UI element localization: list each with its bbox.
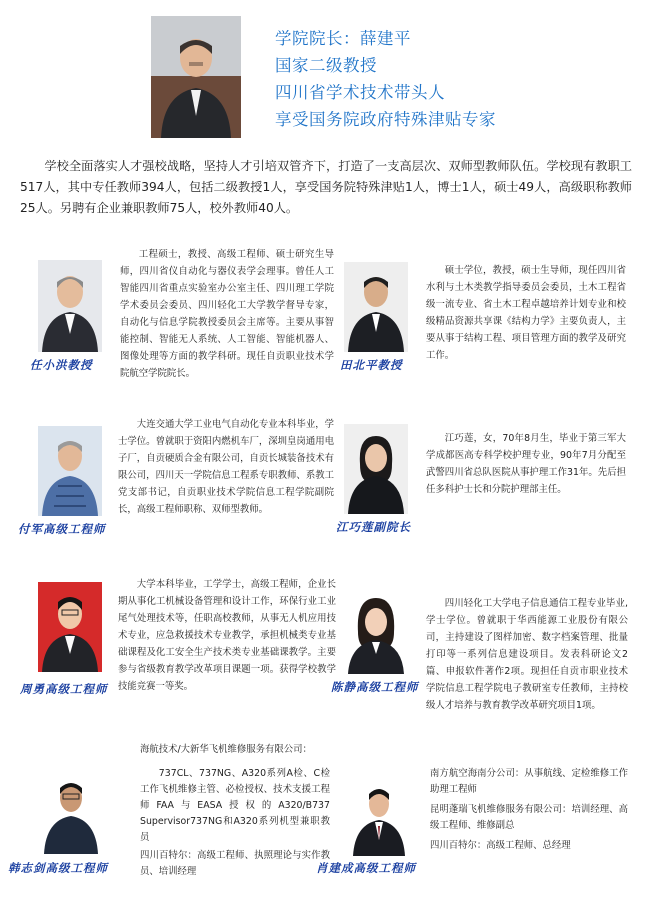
intro-paragraph: 学校全面落实人才强校战略，坚持人才引培双管齐下，打造了一支高层次、双师型教师队伍。学校现有教职工517人，其中专任教师394人，包括二级教授1人，享受国务院特殊津贴1人，博士1人，硕士49人，高级职称教师25人。另聘有企业兼职教师75人，校外教师40人。 bbox=[20, 159, 632, 215]
teacher-caption: 韩志剑高级工程师 bbox=[8, 861, 108, 875]
teacher-caption: 周勇高级工程师 bbox=[20, 682, 108, 696]
teacher-bio bbox=[118, 576, 336, 695]
teacher-bio bbox=[118, 416, 334, 518]
portrait-image bbox=[38, 260, 102, 352]
teacher-photo-fu bbox=[38, 426, 102, 516]
bio-paragraph: 工程硕士，教授、高级工程师、硕士研究生导师，四川省仪自动化与器仪表学会理事。曾任人工智能四川省重点实验室办公室主任、四川理工学院学术委员会委员、四川轻化工大学教学督导专家，自动化与信息学院教授委员会主席等。主要从事智能控制、智能无人系统、人工智能、智能机器人、图像处理等方面的教学科研。现任自贡职业技术学院航空学院院长。 bbox=[120, 249, 334, 379]
bio-paragraph: 大学本科毕业，工学学士，高级工程师，企业长期从事化工机械设备管理和设计工作，环保行业工业尾气处理技术等，任职高校教师，从事无人机应用技术专业，应急救援技术专业教学，承担机械类专业基础课程及化工安全生产技术类专业基础课教学。主要参与省级教育教学改革项目课题一项。获得学校教学技能竞赛一等奖。 bbox=[118, 579, 336, 692]
bio-paragraph: 四川百特尔：高级工程师、总经理 bbox=[430, 840, 571, 851]
teacher-caption: 田北平教授 bbox=[340, 358, 403, 372]
bio-paragraph: 硕士学位，教授，硕士生导师，现任四川省水利与土木类教学指导委员会委员，土木工程省级一流专业、省土木工程卓越培养计划专业和校级精品资源共享课《结构力学》主要负责人，主要从事于结构工程、项目管理方面的教学及研究工作。 bbox=[426, 265, 626, 361]
teacher-bio bbox=[120, 246, 334, 382]
teacher-photo-xiao bbox=[350, 776, 408, 856]
bio-paragraph: 四川百特尔：高级工程师、执照理论与实作教员、培训经理 bbox=[140, 850, 330, 877]
teacher-bio bbox=[140, 742, 330, 880]
teacher-bio bbox=[426, 430, 626, 498]
bio-paragraph: 江巧莲，女，70年8月生，毕业于第三军大学成都医高专科学校护理专业，90年7月分配至武警四川省总队医院从事护理工作31年。先后担任多科护士长和分院护理部主任。 bbox=[426, 433, 626, 495]
portrait-image bbox=[344, 424, 408, 514]
dean-honor-1: 四川省学术技术带头人 bbox=[275, 83, 445, 102]
teacher-photo-han bbox=[40, 768, 102, 854]
teacher-photo-chen bbox=[344, 588, 408, 674]
bio-paragraph: 昆明蓬瑞飞机维修服务有限公司：培训经理、高级工程师、维修副总 bbox=[430, 804, 628, 831]
dean-portrait-image bbox=[151, 16, 241, 138]
teacher-caption: 江巧莲副院长 bbox=[336, 520, 411, 534]
dean-rank: 国家二级教授 bbox=[275, 56, 377, 75]
portrait-image bbox=[38, 426, 102, 516]
dean-honor-2: 享受国务院政府特殊津贴专家 bbox=[275, 110, 496, 129]
portrait-image bbox=[344, 262, 408, 352]
bio-paragraph: 四川轻化工大学电子信息通信工程专业毕业,学士学位。曾就职于华西能源工业股份有限公司，主持建设了图样加密、数字档案管理、批量打印等一系列信息建设项目。发表科研论文2篇、申报软件著作2项。现担任自贡市职业技术学院信息工程学院电子教研室专任教师，主持校级人才培养与教育教学改革研究项目1项。 bbox=[426, 598, 628, 711]
bio-paragraph: 南方航空海南分公司：从事航线、定检维修工作 助理工程师 bbox=[430, 768, 628, 795]
teacher-bio bbox=[426, 595, 628, 714]
teacher-caption: 肖建成高级工程师 bbox=[316, 861, 416, 875]
teacher-photo-jiang bbox=[344, 424, 408, 514]
bio-paragraph: 大连交通大学工业电气自动化专业本科毕业，学士学位。曾就职于资阳内燃机车厂，深圳皇岗通用电子厂，自贡硬质合金有限公司，自贡长城装备技术有限公司，四川天一学院信息工程系专职教师、系教工党支部书记，自贡职业技术学院信息工程学院副院长，高级工程师职称、双师型教师。 bbox=[118, 419, 334, 515]
teacher-bio bbox=[426, 262, 626, 364]
bio-paragraph: 737CL、737NG、A320系列A检、C检工作飞机维修主管、必检授权、技术支援工程师FAA与EASA授权的A320/B737 Supervisor737NG和A320系列机型兼职教员 bbox=[140, 768, 330, 843]
dean-title: 学院院长：薛建平 bbox=[275, 29, 411, 48]
portrait-image bbox=[38, 582, 102, 672]
dean-photo bbox=[151, 16, 241, 138]
teacher-caption: 付军高级工程师 bbox=[18, 522, 106, 536]
teacher-photo-tian bbox=[344, 262, 408, 352]
teacher-caption: 任小洪教授 bbox=[30, 358, 93, 372]
portrait-image bbox=[344, 588, 408, 674]
teacher-bio bbox=[430, 766, 628, 854]
teacher-caption: 陈静高级工程师 bbox=[331, 680, 419, 694]
portrait-image bbox=[40, 768, 102, 854]
portrait-image bbox=[350, 776, 408, 856]
bio-paragraph: 海航技术/大新华飞机维修服务有限公司： bbox=[140, 744, 312, 755]
teacher-photo-ren bbox=[38, 260, 102, 352]
teacher-photo-zhou bbox=[38, 582, 102, 672]
